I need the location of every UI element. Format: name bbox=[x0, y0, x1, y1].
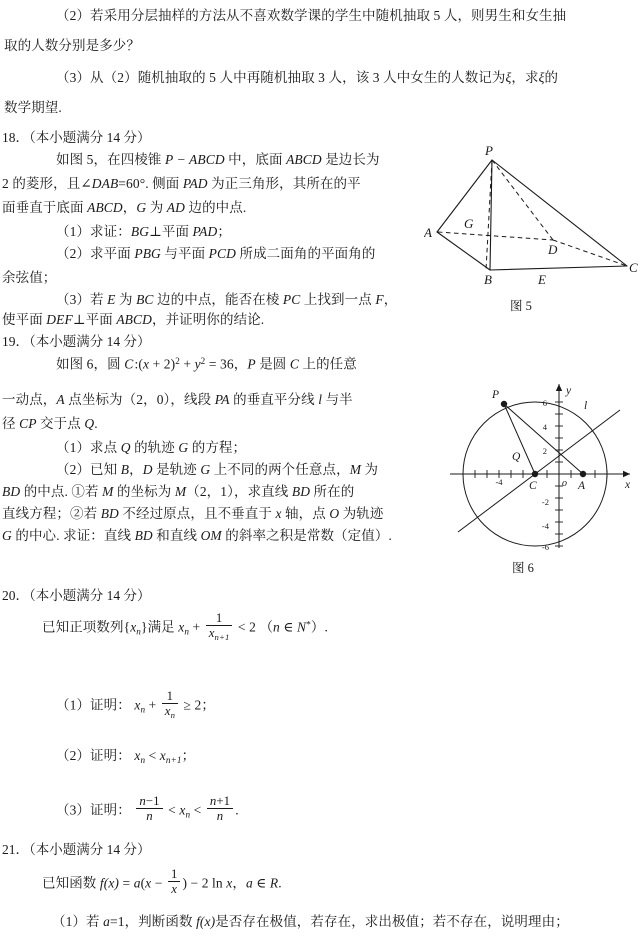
q19-l2-text-a: 一动点， bbox=[2, 392, 57, 407]
fig6-point-P bbox=[501, 401, 507, 407]
q17-part2-line1: （2）若采用分层抽样的方法从不喜欢数学课的学生中随机抽取 5 人，则男生和女生抽 bbox=[56, 8, 567, 23]
q19-s3-text-d: 所在的 bbox=[313, 484, 355, 499]
symbol-G-3: G bbox=[200, 462, 211, 477]
figure-6-caption bbox=[512, 558, 534, 576]
q18-s3-text-c: 边的中点，能否在棱 bbox=[157, 292, 280, 307]
q19-s4-text-c: 轴，点 bbox=[285, 506, 326, 521]
symbol-CP: CP bbox=[19, 416, 37, 431]
fig6-point-A bbox=[580, 471, 586, 477]
q18-l2-text-c: 为正三角形，其所在的平 bbox=[211, 176, 361, 191]
frac-den-x-1: x bbox=[208, 626, 215, 641]
q20-body-text-c: （ bbox=[259, 619, 274, 635]
symbol-sub-n-2: n bbox=[184, 626, 190, 637]
q18-s2-text-c: 所成二面角的平面角的 bbox=[239, 246, 376, 261]
symbol-BD-4: BD bbox=[134, 528, 153, 543]
fig6-ytick-4: 4 bbox=[542, 422, 547, 432]
symbol-sub-n-6: n bbox=[185, 809, 191, 820]
q20-sub3: （3）证明： $\frac{n-1}{n}$ < $x_n$ < $\frac{n+1}{n}$ . bbox=[56, 794, 239, 824]
q21-body-text-b: ， bbox=[232, 875, 246, 891]
symbol-Q-1: Q bbox=[84, 416, 95, 431]
fig6-label-P: P bbox=[492, 389, 500, 401]
symbol-xi-2: ξ bbox=[538, 70, 545, 85]
figure-5-caption bbox=[510, 296, 532, 314]
symbol-E-1: E bbox=[107, 292, 116, 307]
fig6-ytick-2: 2 bbox=[542, 446, 547, 456]
symbol-sub-n-5: n bbox=[165, 754, 171, 765]
q18-sub3-line1 bbox=[56, 292, 397, 308]
q18-l1-text-b: 中，底面 bbox=[228, 152, 283, 167]
frac-num-n-1: n bbox=[139, 794, 146, 808]
symbol-x-8: x bbox=[179, 802, 186, 818]
fraction-1-over-xn: $\frac{1}{x_n}$ bbox=[162, 690, 178, 720]
symbol-ABCD-3: ABCD bbox=[116, 312, 152, 327]
q18-l3-text-b: 为 bbox=[149, 200, 164, 215]
symbol-OM: OM bbox=[200, 528, 222, 543]
symbol-sub-n-4: n bbox=[140, 754, 146, 765]
symbol-D-1: D bbox=[142, 462, 153, 477]
fig6-ytick-6: 6 bbox=[542, 398, 547, 408]
symbol-M-2: M bbox=[102, 484, 114, 499]
q19-l1-text-a: 如图 6，圆 bbox=[56, 356, 121, 372]
fraction-n-minus-1-over-n: $\frac{n-1}{n}$ bbox=[136, 795, 162, 824]
frac-num-n-2: n bbox=[209, 794, 217, 808]
symbol-R-1: R bbox=[269, 875, 279, 891]
q19-s1-text-a: （1）求点 bbox=[56, 440, 118, 455]
fig5-label-D: D bbox=[548, 242, 558, 257]
frac-den-x-2: x bbox=[164, 704, 171, 719]
q21-sub1 bbox=[52, 914, 569, 930]
symbol-PAD-1: PAD bbox=[182, 176, 208, 191]
q18-s1-text-c: ； bbox=[217, 224, 231, 239]
q21-s1-text-c: 是否存在极值，若存在，求出极值；若不存在，说明理由； bbox=[215, 914, 569, 929]
symbol-x-5: x bbox=[134, 697, 141, 713]
q19-s5-text-a: 的中心. 求证：直线 bbox=[15, 528, 132, 543]
symbol-C-1: C bbox=[124, 356, 134, 372]
q19-sub2-line2 bbox=[2, 484, 354, 500]
q19-s3-text-b: 的坐标为 bbox=[116, 484, 172, 499]
fig6-label-l: l bbox=[584, 400, 588, 412]
q18-body-line2 bbox=[2, 176, 361, 192]
symbol-AD: AD bbox=[166, 200, 185, 215]
symbol-x-6: x bbox=[134, 748, 141, 763]
figure-6-caption-label: 图 bbox=[512, 560, 525, 575]
frac-den-n-1: n bbox=[214, 632, 219, 643]
q18-sub1 bbox=[56, 224, 231, 240]
q20-s1-text-a: （1）证明： bbox=[56, 697, 131, 713]
q19-body-line1: 如图 6，圆 C :(x + $2)^2 + y^2 = 36$，P 是圆 C 上的任意 bbox=[56, 356, 357, 372]
symbol-ABCD-1: ABCD bbox=[286, 152, 322, 167]
fig6-ytick-m6: -6 bbox=[541, 542, 549, 552]
fig6-label-C: C bbox=[529, 480, 537, 492]
fig6-axis-label-y: y bbox=[566, 385, 572, 397]
fig5-label-C: C bbox=[629, 260, 638, 275]
frac-den-x-3: x bbox=[171, 882, 178, 897]
q17-part3-text-b: ，求 bbox=[511, 70, 539, 85]
fig6-ytick-m2: -2 bbox=[541, 497, 549, 507]
symbol-G-4: G bbox=[2, 528, 12, 543]
symbol-x-2: x bbox=[275, 506, 282, 521]
figure-6-circle bbox=[444, 352, 640, 552]
q21-body: 已知函数 f(x) = a(x − $\frac{1}{x}$ ) − 2 ln x，a ∈ R. bbox=[42, 867, 282, 897]
q18-s3-text-g: ⊥平面 bbox=[72, 312, 113, 327]
q18-s3-text-d: 上找到一点 bbox=[303, 292, 372, 307]
q19-sub2-line4 bbox=[2, 528, 392, 544]
symbol-O-1: O bbox=[329, 506, 340, 521]
q19-s1-text-b: 的轨迹 bbox=[134, 440, 175, 455]
q19-sub2-line3 bbox=[2, 506, 384, 522]
symbol-PAD-2: PAD bbox=[192, 224, 218, 239]
q19-s3-text-c: （2，1），求直线 bbox=[186, 484, 289, 499]
symbol-BC: BC bbox=[136, 292, 154, 307]
symbol-C-2: C bbox=[289, 356, 299, 372]
frac-den-n-2: n bbox=[170, 710, 176, 721]
symbol-fx-2: f(x) bbox=[196, 914, 216, 929]
fig6-label-A: A bbox=[578, 480, 586, 492]
q19-s5-text-c: 的斜率之积是常数（定值）. bbox=[225, 528, 392, 543]
symbol-n-1: n bbox=[273, 619, 280, 635]
fig6-axis-label-x: x bbox=[625, 479, 631, 491]
q18-s3-text-e: ， bbox=[383, 292, 398, 307]
q17-part3-line1 bbox=[56, 70, 558, 86]
symbol-A-1: A bbox=[56, 392, 65, 407]
q19-s2-text-a: （2）已知 bbox=[56, 462, 118, 477]
symbol-DEF: DEF bbox=[46, 312, 73, 327]
symbol-PCD: PCD bbox=[208, 246, 236, 261]
q18-s3-text-h: ，并证明你的结论. bbox=[151, 312, 265, 327]
q20-heading: 20．（本小题满分 14 分） bbox=[2, 588, 151, 603]
q18-l1-text-a: 如图 5，在四棱锥 bbox=[56, 152, 162, 167]
frac-den-n-4: n bbox=[216, 809, 224, 824]
q20-s3-text-b: . bbox=[235, 802, 239, 818]
symbol-PBG: PBG bbox=[134, 246, 161, 261]
q18-heading: 18．（本小题满分 14 分） bbox=[2, 130, 151, 145]
q18-l2-text-a: 2 的菱形，且∠ bbox=[2, 176, 92, 191]
symbol-P-1: P bbox=[247, 356, 256, 372]
q20-body: 已知正项数列$\{x_n\}$满足 $x_n$ + $\frac{1}{x_{n+1}}$ < 2 （n ∈ N*）. bbox=[42, 611, 328, 643]
q19-l2-text-d: 与半 bbox=[325, 392, 353, 407]
q18-body-line1 bbox=[56, 152, 380, 168]
q17-part3-line2: 数学期望. bbox=[4, 100, 62, 115]
q18-sub2-line1 bbox=[56, 246, 375, 262]
fig5-label-P: P bbox=[485, 144, 493, 158]
q19-s2-text-e: 为 bbox=[364, 462, 379, 477]
symbol-x-3: x bbox=[130, 619, 137, 635]
symbol-DAB: DAB bbox=[91, 176, 119, 191]
symbol-a-2: a bbox=[245, 875, 253, 891]
fraction-n-plus-1-over-n: $\frac{n+1}{n}$ bbox=[207, 795, 233, 824]
symbol-PA: PA bbox=[214, 392, 230, 407]
q17-part3-text-a: （3）从（2）随机抽取的 5 人中再随机抽取 3 人，该 3 人中女生的人数记为 bbox=[56, 70, 506, 85]
symbol-a-3: a bbox=[103, 914, 110, 929]
q18-l1-text-c: 是边长为 bbox=[325, 152, 380, 167]
symbol-Q-2: Q bbox=[120, 440, 131, 455]
q20-sub1: （1）证明： $x_n$ + $\frac{1}{x_n}$ ≥ 2； bbox=[56, 689, 215, 721]
q19-s2-text-c: 是轨迹 bbox=[156, 462, 197, 477]
q19-s4-text-d: 为轨迹 bbox=[342, 506, 384, 521]
symbol-BG: BG bbox=[130, 224, 150, 239]
q18-s3-text-a: （3）若 bbox=[56, 292, 104, 307]
q18-l3-text-a: 面垂直于底面 bbox=[2, 200, 84, 215]
q20-sub2: （2）证明： $x_n < x_{n+1}$； bbox=[56, 748, 196, 765]
q19-sub2-line1 bbox=[56, 462, 378, 478]
symbol-sub-n-3: n bbox=[140, 704, 146, 715]
q19-l3-text-b: 交于点 bbox=[40, 416, 81, 431]
q19-s3-text-a: 的中点. ①若 bbox=[23, 484, 99, 499]
q19-s5-text-b: 和直线 bbox=[156, 528, 198, 543]
q20-body-text-d: ）. bbox=[310, 619, 328, 635]
symbol-x-10: x bbox=[226, 875, 233, 891]
fig6-xtick-m4: -4 bbox=[495, 477, 503, 487]
fraction-1-over-x: $\frac{1}{x}$ bbox=[168, 868, 181, 897]
symbol-sub-n-1: n bbox=[136, 626, 141, 637]
fig6-ytick-m4: -4 bbox=[541, 521, 549, 531]
q18-l2-text-b: =60°. 侧面 bbox=[118, 176, 180, 191]
q18-s1-text-b: ⊥平面 bbox=[149, 224, 190, 239]
q19-l2-text-b: 点坐标为（2，0），线段 bbox=[68, 392, 212, 407]
q19-s2-text-d: 上不同的两个任意点， bbox=[213, 462, 350, 477]
fig5-label-A: A bbox=[424, 225, 432, 240]
figure-6-caption-number: 6 bbox=[527, 561, 534, 575]
q19-l3-text-a: 径 bbox=[2, 416, 16, 431]
symbol-BD-2: BD bbox=[291, 484, 311, 499]
q21-s1-text-b: =1，判断函数 bbox=[110, 914, 193, 929]
q18-body-line3: 面垂直于底面 ABCD，G 为 AD 边的中点. bbox=[2, 200, 247, 215]
symbol-M-3: M bbox=[174, 484, 187, 499]
symbol-M-1: M bbox=[349, 462, 362, 477]
fig6-label-Q: Q bbox=[512, 451, 521, 463]
symbol-BD-1: BD bbox=[2, 484, 21, 499]
symbol-F: F bbox=[375, 292, 384, 307]
symbol-G-2: G bbox=[178, 440, 189, 455]
q17-part3-text-c: 的 bbox=[544, 70, 559, 85]
symbol-x-9: x bbox=[145, 875, 152, 891]
q19-sub1 bbox=[56, 440, 246, 456]
q19-l3-text-c: . bbox=[94, 416, 98, 431]
figure-5-pyramid bbox=[424, 144, 640, 286]
q19-heading: 19．（本小题满分 14 分） bbox=[2, 334, 151, 349]
symbol-x-7: x bbox=[159, 748, 166, 763]
q18-l3-text-c: 边的中点. bbox=[188, 200, 247, 215]
q20-body-text-b: 满足 bbox=[147, 619, 175, 635]
q19-body-line3 bbox=[2, 416, 98, 432]
fig6-point-C bbox=[532, 471, 538, 477]
fig5-label-E: E bbox=[538, 272, 546, 286]
q19-body-line2 bbox=[2, 392, 353, 408]
fig5-label-G: G bbox=[464, 216, 474, 231]
symbol-a-1: a bbox=[133, 875, 141, 891]
symbol-B-1: B bbox=[120, 462, 130, 477]
q19-s4-text-b: 不经过原点，且不垂直于 bbox=[122, 506, 272, 521]
q18-s3-text-b: 为 bbox=[118, 292, 133, 307]
q19-l2-text-c: 的垂直平分线 bbox=[233, 392, 315, 407]
q21-body-text-a: 已知函数 bbox=[42, 875, 97, 891]
symbol-x-1: x bbox=[143, 356, 150, 372]
symbol-P-ABCD: P − ABCD bbox=[165, 152, 225, 167]
q19-s4-text-a: 直线方程；②若 bbox=[2, 506, 98, 521]
frac-den-n-3: n bbox=[146, 809, 153, 824]
q21-heading: 21．（本小题满分 14 分） bbox=[2, 842, 151, 857]
q20-s2-text-b: ； bbox=[181, 748, 196, 763]
figure-5-caption-number: 5 bbox=[525, 299, 532, 313]
q18-s2-text-a: （2）求平面 bbox=[56, 246, 131, 261]
q21-body-text-c: . bbox=[278, 875, 282, 891]
q20-s2-text-a: （2）证明： bbox=[56, 748, 131, 763]
symbol-PC: PC bbox=[282, 292, 301, 307]
q19-l1-text-b: 是圆 bbox=[259, 356, 287, 372]
q18-s3-text-f: 使平面 bbox=[2, 312, 43, 327]
q19-s1-text-c: 的方程； bbox=[191, 440, 247, 455]
symbol-BD-3: BD bbox=[100, 506, 119, 521]
fig5-label-B: B bbox=[484, 272, 492, 286]
q19-l1-text-c: 上的任意 bbox=[302, 356, 357, 372]
symbol-l-1: l bbox=[318, 392, 323, 407]
q19-s2-text-b: ， bbox=[129, 462, 143, 477]
symbol-ABCD-2: ABCD bbox=[87, 200, 123, 215]
q20-s1-text-b: ； bbox=[201, 697, 215, 713]
q18-s2-text-b: 与平面 bbox=[164, 246, 206, 261]
q20-s3-text-a: （3）证明： bbox=[56, 802, 131, 818]
symbol-fx-1: f(x) bbox=[99, 875, 120, 891]
q17-part2-line2: 取的人数分别是多少？ bbox=[4, 38, 140, 53]
fig6-label-origin: o bbox=[562, 478, 567, 489]
q18-sub2-line2: 余弦值； bbox=[2, 270, 57, 285]
q21-s1-text-a: （1）若 bbox=[52, 914, 100, 929]
q18-sub3-line2 bbox=[2, 312, 264, 328]
symbol-x-4: x bbox=[178, 619, 185, 635]
q20-body-text-a: 已知正项数列 bbox=[42, 619, 124, 635]
symbol-y-1: y bbox=[194, 356, 201, 372]
symbol-G-1: G bbox=[136, 200, 147, 215]
fraction-1-over-xn1: $\frac{1}{x_{n+1}}$ bbox=[206, 612, 233, 642]
symbol-ln: ln bbox=[212, 875, 223, 891]
figure-5-caption-label: 图 bbox=[510, 298, 523, 313]
symbol-N-1: N bbox=[296, 619, 307, 635]
symbol-xi-1: ξ bbox=[505, 70, 512, 85]
q18-s1-text-a: （1）求证： bbox=[56, 224, 131, 239]
